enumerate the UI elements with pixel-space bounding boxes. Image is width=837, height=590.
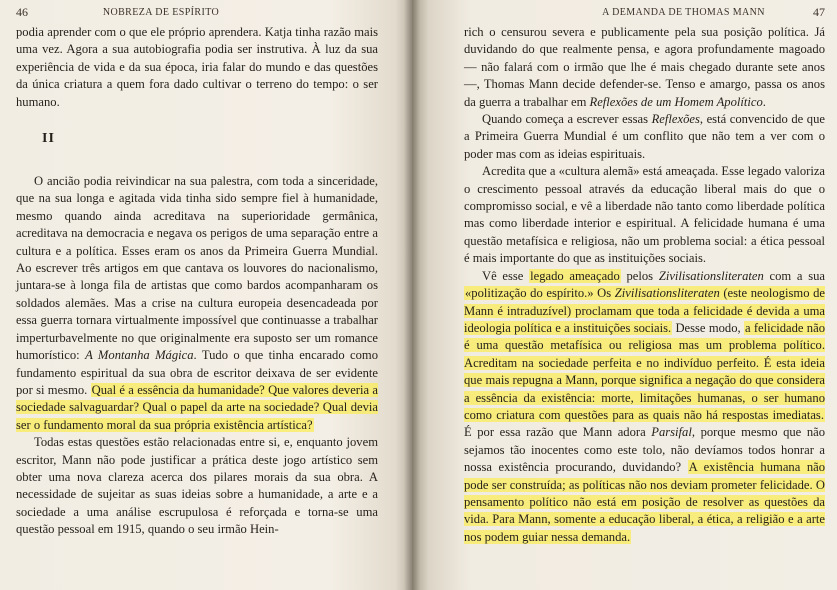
book-title-montanha: A Montanha Mágica (85, 348, 194, 363)
right-paragraph-4: Vê esse legado ameaçado pelos Zivilisationsliteraten com a sua «politização do espírito.» Os Zivilisationsliteraten (este neologismo de Mann é intraduzível) proclamam que toda a felicidade é devida a uma ideologia política e a instituições sociais. Desse modo, a felicidade não é uma questão metafísica ou religiosa mas um problema político. Acreditam na sociedade perfeita e no indivíduo perfeito. É esta ideia que mais repugna a Mann, porque significa a negação do que considera a essência da existência: morte, limitações humanas, o ser humano como criatura com questões para as quais não há respostas imediatas. É por essa razão que Mann adora Parsifal, porque mesmo que não sejamos tão inocentes como este tolo, não devíamos todos honrar a nossa existência procurando, duvidando? A existência humana não pode ser construída; as políticas não nos deviam prometer felicidade. O pensamento político não está em posição de resolver as questões da vida. Para Mann, somente a educação liberal, a ética, a religião e a arte nos podem guiar nessa demanda. (464, 268, 826, 544)
term-zivilisationsliteraten-1: Zivilisationsliteraten (658, 268, 764, 283)
book-spine-shadow (404, 0, 420, 590)
section-gap (16, 111, 378, 131)
left-page (0, 0, 412, 590)
right-running-head: A DEMANDA DE THOMAS MANN (602, 6, 765, 18)
right-paragraph-1: rich o censurou severa e publicamente pela sua posição política. Já duvidando do que realmente pensa, e agora profundamente magoado — não falará com o irmão que lhe é mais chegado durante sete anos —, Thomas Mann decide defender-se. Tenso e amargo, passa os anos da guerra a trabalhar em Reflexões de um Homem Apolítico. (464, 25, 825, 109)
title-parsifal: Parsifal, (651, 425, 695, 440)
left-running-head: NOBREZA DE ESPÍRITO (102, 6, 220, 18)
right-page (412, 0, 837, 590)
term-zivilisationsliteraten-2: Zivilisationsliteraten (614, 286, 720, 301)
left-page-number: 46 (16, 4, 28, 19)
highlight-felicidade: a felicidade não é uma questão metafísica ou religiosa mas um problema político. Acreditam na sociedade perfeita e no indivíduo perfeito. É esta ideia que mais repugna a Mann, porque significa a negação do que considera a essência da existência: morte, limitações humanas, o ser humano como criatura com questões para as quais não há respostas imediatas. (464, 320, 825, 422)
right-page-header (464, 0, 825, 24)
book-title-reflexoes: Reflexões de um Homem Apolítico (589, 94, 763, 109)
right-page-number: 47 (813, 4, 825, 19)
highlight-politizacao: «politização do espírito.» Os Zivilisationsliteraten (este neologismo de Mann é intraduzível) proclamam que toda a felicidade é devida a uma ideologia política e a instituições sociais. (464, 286, 826, 335)
right-paragraph-3: Acredita que a «cultura alemã» está ameaçada. Esse legado valoriza o crescimento pessoal através da educação liberal mais do que o compromisso social, e vê a liberdade não tanto como liberdade política mas como liberdade interior e espiritual. A felicidade humana é uma questão metafísica e religiosa, não um problema social: a ética pessoal é mais importante do que as instituições sociais. (464, 164, 825, 266)
highlighted-questions: Qual é a essência da humanidade? Que valores deveria a sociedade salvaguardar? Qual o papel da arte na sociedade? Qual devia ser o fundamento moral da sua própria existência artística? (16, 382, 378, 432)
left-paragraph-2: O ancião podia reivindicar na sua palestra, com toda a sinceridade, que na sua longa e agitada vida tinha sido sempre fiel à humanidade, mesmo quando ainda acreditava na superioridade germânica, acreditava na democracia e negava os perigos de uma separação entre a cultura e a política. Esses eram os anos da Primeira Guerra Mundial. Ao escrever três artigos em que cantava os louvores do nacionalismo, juntara-se à longa fila de artistas que como bardos acompanharam os soldados alemães. Mas a crise na cultura europeia desencadeada por essa guerra tornara virtualmente impossível que continuasse a trabalhar imperturbavelmente no que originalmente era suposto ser um romance humorístico: A Montanha Mágica. Tudo o que tinha encarado como fundamento espiritual da sua obra de escritor deixava de ser evidente por si mesmo. Qual é a essência da humanidade? Que valores deveria a sociedade salvaguardar? Qual o papel da arte na sociedade? Qual devia ser o fundamento moral da sua própria existência artística? (16, 174, 378, 432)
left-paragraph-1: podia aprender com o que ele próprio aprendera. Katja tinha razão mais uma vez. Agora a sua autobiografia podia ser instrutiva. À luz da sua experiência de vida e da sua época, iria falar do mundo e das questões da única criatura a quem fora dado cultivar o terreno do tempo: o ser humano. (16, 25, 378, 109)
highlight-legado: legado ameaçado (530, 268, 620, 283)
left-page-header (16, 0, 378, 24)
highlight-existencia: A existência humana não pode ser construída; as políticas não nos deviam prometer felicidade. O pensamento político não está em posição de resolver as questões da vida. Para Mann, somente a educação liberal, a ética, a religião e a arte nos podem guiar nessa demanda. (464, 460, 825, 544)
section-heading: II (42, 131, 55, 147)
left-paragraph-3: Todas estas questões estão relacionadas entre si, e, enquanto jovem escritor, Mann não pode justificar a prática deste jogo artístico sem obter uma nova clareza acerca dos pilares morais da sua obra. A necessidade de sujeitar as suas ideias sobre a humanidade, a arte e a sociedade a uma análise escrupulosa é reforçada e torna-se uma questão pessoal em 1915, quando o seu irmão Hein- (16, 435, 378, 537)
right-paragraph-2: Quando começa a escrever essas Reflexões, está convencido de que a Primeira Guerra Mundial é um conflito que não tem a ver com o poder mas com as ideias espirituais. (464, 112, 825, 161)
short-title-reflexoes: Reflexões (651, 112, 700, 127)
